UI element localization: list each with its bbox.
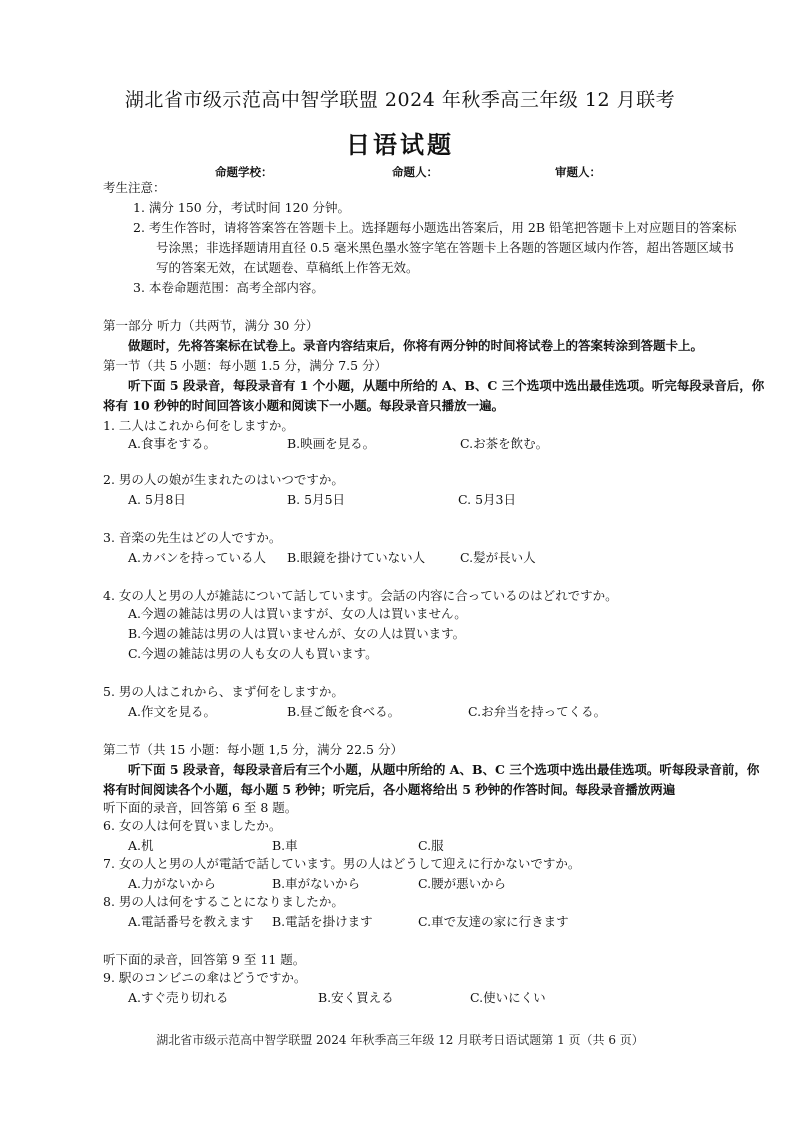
section1-instruction: 将有 10 秒钟的时间回答该小题和阅读下一小题。每段录音只播放一遍。 [103,398,505,413]
answer-option: C.腰が悪いから [418,876,507,891]
part1-instruction: 做题时，先将答案标在试卷上。录音内容结束后，你将有两分钟的时间将试卷上的答案转涂到答题卡上。 [128,338,704,353]
answer-option: A.力がないから [128,876,217,891]
notice-heading: 考生注意： [103,180,166,195]
answer-option: B.車 [272,838,298,853]
answer-option: A.電話番号を教えます [128,914,254,929]
answer-option: B.車がないから [272,876,361,891]
group-intro: 听下面的录音，回答第 9 至 11 题。 [103,952,306,967]
exam-subject-title: 日语试题 [346,131,454,159]
question-stem: 1. 二人はこれから何をしますか。 [103,418,294,433]
exam-title: 湖北省市级示范高中智学联盟 2024 年秋季高三年级 12 月联考 [124,89,676,111]
section2-instruction: 听下面 5 段录音，每段录音后有三个小题，从题中所给的 A、B、C 三个选项中选出最佳选项。听每段录音前，你 [128,762,760,777]
question-stem: 7. 女の人と男の人が電話で話しています。男の人はどうして迎えに行かないですか。 [103,856,581,871]
question-stem: 2. 男の人の娘が生まれたのはいつですか。 [103,472,344,487]
answer-option: B.今週の雑誌は男の人は買いませんが、女の人は買います。 [128,626,466,641]
question-stem: 3. 音楽の先生はどの人ですか。 [103,530,282,545]
school-label: 命题学校： [215,165,273,179]
part1-heading: 第一部分 听力（共两节，满分 30 分） [103,318,319,333]
answer-option: B.安く買える [318,990,394,1005]
answer-option: B.電話を掛けます [272,914,373,929]
answer-option: A.作文を見る。 [128,704,217,719]
question-stem: 5. 男の人はこれから、まず何をしますか。 [103,684,344,699]
notice-item: 2. 考生作答时，请将答案答在答题卡上。选择题每小题选出答案后，用 2B 铅笔把答题卡上对应题目的答案标 [133,220,737,235]
question-stem: 6. 女の人は何を買いましたか。 [103,818,282,833]
question-stem: 4. 女の人と男の人が雑誌について話しています。会話の内容に合っているのはどれですか。 [103,588,618,603]
reviewer-label: 审题人： [555,165,601,179]
group-intro: 听下面的录音，回答第 6 至 8 题。 [103,800,298,815]
section1-heading: 第一节（共 5 小题：每小题 1.5 分，满分 7.5 分） [103,358,388,373]
answer-option: C.お弁当を持ってくる。 [468,704,607,719]
answer-option: C.お茶を飲む。 [460,436,549,451]
notice-item: 3. 本卷命题范围：高考全部内容。 [133,280,324,295]
notice-item: 写的答案无效，在试题卷、草稿纸上作答无效。 [156,260,419,275]
answer-option: C.使いにくい [470,990,546,1005]
question-stem: 9. 駅のコンビニの傘はどうですか。 [103,970,307,985]
section2-instruction: 将有时间阅读各个小题，每小题 5 秒钟；听完后，各小题将给出 5 秒钟的作答时间。每段录音播放两遍 [103,782,676,797]
answer-option: A.すぐ売り切れる [128,990,229,1005]
answer-option: B.眼鏡を掛けていない人 [287,550,426,565]
answer-option: B.昼ご飯を食べる。 [287,704,401,719]
answer-option: B. 5月5日 [287,492,346,507]
answer-option: C.車で友達の家に行きます [418,914,569,929]
answer-option: C.服 [418,838,444,853]
answer-option: C.今週の雑誌は男の人も女の人も買います。 [128,646,378,661]
answer-option: A.食事をする。 [128,436,217,451]
answer-option: A.机 [128,838,154,853]
notice-item: 号涂黑；非选择题请用直径 0.5 毫米黑色墨水签字笔在答题卡上各题的答题区域内作答，超出答题区域书 [156,240,734,255]
notice-item: 1. 满分 150 分，考试时间 120 分钟。 [133,200,351,215]
answer-option: A.今週の雑誌は男の人は買いますが、女の人は買いません。 [128,606,467,621]
section1-instruction: 听下面 5 段录音，每段录音有 1 个小题，从题中所给的 A、B、C 三个选项中选出最佳选项。听完每段录音后，你 [128,378,765,393]
answer-option: B.映画を見る。 [287,436,376,451]
author-label: 命题人： [392,165,438,179]
page-footer: 湖北省市级示范高中智学联盟 2024 年秋季高三年级 12 月联考日语试题第 1 页（共 6 页） [156,1033,644,1047]
answer-option: C. 5月3日 [458,492,516,507]
answer-option: A.カバンを持っている人 [128,550,267,565]
answer-option: A. 5月8日 [128,492,186,507]
question-stem: 8. 男の人は何をすることになりましたか。 [103,894,344,909]
answer-option: C.髪が長い人 [460,550,536,565]
section2-heading: 第二节（共 15 小题：每小题 1,5 分，满分 22.5 分） [103,742,403,757]
